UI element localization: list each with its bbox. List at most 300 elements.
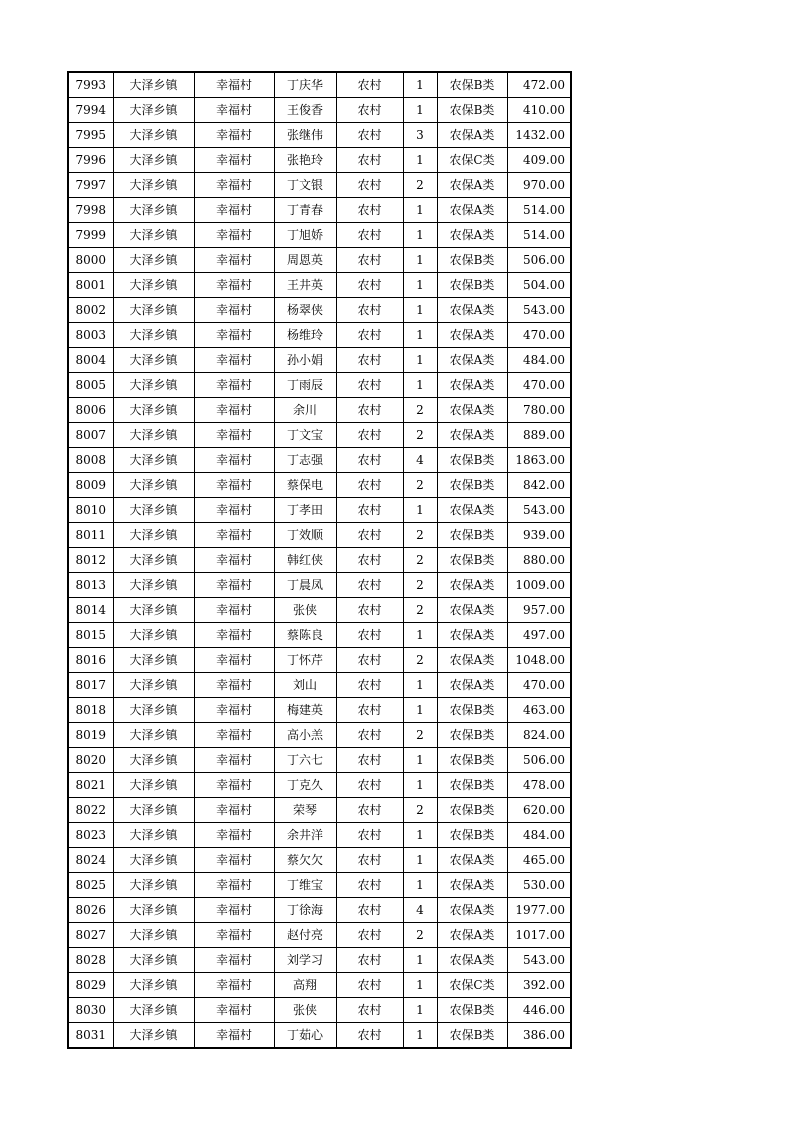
town-cell: 大泽乡镇 — [113, 773, 194, 798]
name-cell: 王俊香 — [274, 98, 336, 123]
amount-cell: 780.00 — [507, 398, 571, 423]
town-cell: 大泽乡镇 — [113, 623, 194, 648]
town-cell: 大泽乡镇 — [113, 923, 194, 948]
village-cell: 幸福村 — [194, 148, 274, 173]
household-type-cell: 农村 — [336, 798, 403, 823]
record-id-cell: 8028 — [68, 948, 113, 973]
record-id-cell: 7995 — [68, 123, 113, 148]
name-cell: 丁孝田 — [274, 498, 336, 523]
town-cell: 大泽乡镇 — [113, 823, 194, 848]
table-row — [68, 373, 571, 398]
amount-cell: 514.00 — [507, 223, 571, 248]
record-id-cell: 8026 — [68, 898, 113, 923]
category-cell: 农保A类 — [437, 323, 507, 348]
village-cell: 幸福村 — [194, 998, 274, 1023]
amount-cell: 939.00 — [507, 523, 571, 548]
record-id-cell: 8011 — [68, 523, 113, 548]
member-count-cell: 2 — [403, 173, 437, 198]
table-row — [68, 598, 571, 623]
table-row — [68, 748, 571, 773]
town-cell: 大泽乡镇 — [113, 873, 194, 898]
member-count-cell: 3 — [403, 123, 437, 148]
category-cell: 农保B类 — [437, 548, 507, 573]
category-cell: 农保A类 — [437, 198, 507, 223]
household-type-cell: 农村 — [336, 948, 403, 973]
category-cell: 农保B类 — [437, 448, 507, 473]
table-row — [68, 423, 571, 448]
category-cell: 农保A类 — [437, 173, 507, 198]
village-cell: 幸福村 — [194, 873, 274, 898]
name-cell: 丁徐海 — [274, 898, 336, 923]
record-id-cell: 7993 — [68, 72, 113, 98]
village-cell: 幸福村 — [194, 198, 274, 223]
name-cell: 丁雨辰 — [274, 373, 336, 398]
name-cell: 丁晨凤 — [274, 573, 336, 598]
name-cell: 丁庆华 — [274, 72, 336, 98]
member-count-cell: 1 — [403, 1023, 437, 1049]
name-cell: 张艳玲 — [274, 148, 336, 173]
record-id-cell: 7999 — [68, 223, 113, 248]
name-cell: 高翔 — [274, 973, 336, 998]
town-cell: 大泽乡镇 — [113, 72, 194, 98]
village-cell: 幸福村 — [194, 648, 274, 673]
category-cell: 农保A类 — [437, 398, 507, 423]
household-type-cell: 农村 — [336, 148, 403, 173]
category-cell: 农保B类 — [437, 473, 507, 498]
member-count-cell: 4 — [403, 448, 437, 473]
member-count-cell: 1 — [403, 623, 437, 648]
household-type-cell: 农村 — [336, 198, 403, 223]
amount-cell: 530.00 — [507, 873, 571, 898]
table-row — [68, 648, 571, 673]
amount-cell: 824.00 — [507, 723, 571, 748]
category-cell: 农保A类 — [437, 423, 507, 448]
table-row — [68, 1023, 571, 1049]
village-cell: 幸福村 — [194, 273, 274, 298]
amount-cell: 410.00 — [507, 98, 571, 123]
member-count-cell: 2 — [403, 798, 437, 823]
household-type-cell: 农村 — [336, 873, 403, 898]
table-row — [68, 548, 571, 573]
town-cell: 大泽乡镇 — [113, 498, 194, 523]
town-cell: 大泽乡镇 — [113, 948, 194, 973]
member-count-cell: 1 — [403, 848, 437, 873]
name-cell: 丁旭娇 — [274, 223, 336, 248]
name-cell: 丁六七 — [274, 748, 336, 773]
village-cell: 幸福村 — [194, 298, 274, 323]
table-row — [68, 898, 571, 923]
record-id-cell: 8012 — [68, 548, 113, 573]
name-cell: 余川 — [274, 398, 336, 423]
record-id-cell: 7994 — [68, 98, 113, 123]
village-cell: 幸福村 — [194, 448, 274, 473]
town-cell: 大泽乡镇 — [113, 898, 194, 923]
category-cell: 农保A类 — [437, 948, 507, 973]
amount-cell: 1048.00 — [507, 648, 571, 673]
table-row — [68, 823, 571, 848]
amount-cell: 1432.00 — [507, 123, 571, 148]
table-row — [68, 698, 571, 723]
amount-cell: 1977.00 — [507, 898, 571, 923]
member-count-cell: 2 — [403, 923, 437, 948]
record-id-cell: 8000 — [68, 248, 113, 273]
amount-cell: 446.00 — [507, 998, 571, 1023]
town-cell: 大泽乡镇 — [113, 998, 194, 1023]
household-type-cell: 农村 — [336, 623, 403, 648]
household-type-cell: 农村 — [336, 223, 403, 248]
amount-cell: 470.00 — [507, 673, 571, 698]
member-count-cell: 2 — [403, 598, 437, 623]
table-row — [68, 773, 571, 798]
village-cell: 幸福村 — [194, 223, 274, 248]
name-cell: 丁青春 — [274, 198, 336, 223]
table-row — [68, 198, 571, 223]
name-cell: 杨翠侠 — [274, 298, 336, 323]
town-cell: 大泽乡镇 — [113, 173, 194, 198]
member-count-cell: 2 — [403, 398, 437, 423]
household-type-cell: 农村 — [336, 848, 403, 873]
record-id-cell: 8024 — [68, 848, 113, 873]
category-cell: 农保B类 — [437, 823, 507, 848]
category-cell: 农保B类 — [437, 98, 507, 123]
category-cell: 农保B类 — [437, 72, 507, 98]
town-cell: 大泽乡镇 — [113, 848, 194, 873]
village-cell: 幸福村 — [194, 923, 274, 948]
table-row — [68, 123, 571, 148]
category-cell: 农保A类 — [437, 123, 507, 148]
village-cell: 幸福村 — [194, 748, 274, 773]
village-cell: 幸福村 — [194, 773, 274, 798]
name-cell: 蔡欠欠 — [274, 848, 336, 873]
member-count-cell: 2 — [403, 573, 437, 598]
record-id-cell: 8020 — [68, 748, 113, 773]
village-cell: 幸福村 — [194, 72, 274, 98]
town-cell: 大泽乡镇 — [113, 398, 194, 423]
record-id-cell: 8013 — [68, 573, 113, 598]
village-cell: 幸福村 — [194, 598, 274, 623]
member-count-cell: 2 — [403, 523, 437, 548]
name-cell: 丁克久 — [274, 773, 336, 798]
household-type-cell: 农村 — [336, 523, 403, 548]
category-cell: 农保B类 — [437, 998, 507, 1023]
amount-cell: 970.00 — [507, 173, 571, 198]
amount-cell: 409.00 — [507, 148, 571, 173]
table-row — [68, 473, 571, 498]
village-cell: 幸福村 — [194, 723, 274, 748]
village-cell: 幸福村 — [194, 548, 274, 573]
amount-cell: 484.00 — [507, 823, 571, 848]
household-type-cell: 农村 — [336, 823, 403, 848]
category-cell: 农保A类 — [437, 623, 507, 648]
member-count-cell: 1 — [403, 72, 437, 98]
record-id-cell: 8031 — [68, 1023, 113, 1049]
name-cell: 余井洋 — [274, 823, 336, 848]
record-id-cell: 8001 — [68, 273, 113, 298]
category-cell: 农保A类 — [437, 298, 507, 323]
member-count-cell: 2 — [403, 648, 437, 673]
amount-cell: 504.00 — [507, 273, 571, 298]
table-row — [68, 398, 571, 423]
town-cell: 大泽乡镇 — [113, 248, 194, 273]
amount-cell: 484.00 — [507, 348, 571, 373]
member-count-cell: 1 — [403, 323, 437, 348]
record-id-cell: 8021 — [68, 773, 113, 798]
category-cell: 农保A类 — [437, 648, 507, 673]
village-cell: 幸福村 — [194, 673, 274, 698]
record-id-cell: 7996 — [68, 148, 113, 173]
category-cell: 农保B类 — [437, 798, 507, 823]
table-row — [68, 623, 571, 648]
category-cell: 农保A类 — [437, 223, 507, 248]
member-count-cell: 1 — [403, 198, 437, 223]
town-cell: 大泽乡镇 — [113, 748, 194, 773]
town-cell: 大泽乡镇 — [113, 973, 194, 998]
name-cell: 张侠 — [274, 998, 336, 1023]
village-cell: 幸福村 — [194, 523, 274, 548]
household-type-cell: 农村 — [336, 423, 403, 448]
category-cell: 农保A类 — [437, 573, 507, 598]
household-type-cell: 农村 — [336, 373, 403, 398]
town-cell: 大泽乡镇 — [113, 473, 194, 498]
amount-cell: 514.00 — [507, 198, 571, 223]
member-count-cell: 1 — [403, 698, 437, 723]
record-id-cell: 8006 — [68, 398, 113, 423]
member-count-cell: 1 — [403, 748, 437, 773]
table-body — [68, 72, 571, 1048]
member-count-cell: 1 — [403, 873, 437, 898]
household-type-cell: 农村 — [336, 598, 403, 623]
table-row — [68, 298, 571, 323]
table-row — [68, 248, 571, 273]
table-row — [68, 873, 571, 898]
table-row — [68, 573, 571, 598]
table-row — [68, 98, 571, 123]
amount-cell: 392.00 — [507, 973, 571, 998]
amount-cell: 497.00 — [507, 623, 571, 648]
household-type-cell: 农村 — [336, 698, 403, 723]
member-count-cell: 1 — [403, 973, 437, 998]
member-count-cell: 2 — [403, 473, 437, 498]
name-cell: 丁文宝 — [274, 423, 336, 448]
table-row — [68, 523, 571, 548]
member-count-cell: 1 — [403, 148, 437, 173]
village-cell: 幸福村 — [194, 498, 274, 523]
record-id-cell: 7998 — [68, 198, 113, 223]
member-count-cell: 2 — [403, 548, 437, 573]
name-cell: 孙小娟 — [274, 348, 336, 373]
member-count-cell: 2 — [403, 423, 437, 448]
table-row — [68, 848, 571, 873]
town-cell: 大泽乡镇 — [113, 423, 194, 448]
record-id-cell: 8008 — [68, 448, 113, 473]
amount-cell: 506.00 — [507, 248, 571, 273]
name-cell: 刘山 — [274, 673, 336, 698]
town-cell: 大泽乡镇 — [113, 523, 194, 548]
table-row — [68, 723, 571, 748]
household-type-cell: 农村 — [336, 273, 403, 298]
category-cell: 农保B类 — [437, 748, 507, 773]
category-cell: 农保C类 — [437, 148, 507, 173]
table-row — [68, 223, 571, 248]
village-cell: 幸福村 — [194, 398, 274, 423]
village-cell: 幸福村 — [194, 173, 274, 198]
category-cell: 农保B类 — [437, 773, 507, 798]
household-type-cell: 农村 — [336, 298, 403, 323]
household-type-cell: 农村 — [336, 498, 403, 523]
name-cell: 丁茹心 — [274, 1023, 336, 1049]
household-type-cell: 农村 — [336, 348, 403, 373]
member-count-cell: 1 — [403, 998, 437, 1023]
household-type-cell: 农村 — [336, 673, 403, 698]
town-cell: 大泽乡镇 — [113, 198, 194, 223]
name-cell: 韩红侠 — [274, 548, 336, 573]
amount-cell: 506.00 — [507, 748, 571, 773]
category-cell: 农保A类 — [437, 873, 507, 898]
record-id-cell: 8004 — [68, 348, 113, 373]
record-id-cell: 8014 — [68, 598, 113, 623]
member-count-cell: 1 — [403, 823, 437, 848]
village-cell: 幸福村 — [194, 423, 274, 448]
name-cell: 蔡陈良 — [274, 623, 336, 648]
table-row — [68, 448, 571, 473]
household-type-cell: 农村 — [336, 248, 403, 273]
household-type-cell: 农村 — [336, 98, 403, 123]
member-count-cell: 1 — [403, 298, 437, 323]
household-type-cell: 农村 — [336, 448, 403, 473]
amount-cell: 889.00 — [507, 423, 571, 448]
table-row — [68, 673, 571, 698]
town-cell: 大泽乡镇 — [113, 448, 194, 473]
member-count-cell: 1 — [403, 248, 437, 273]
category-cell: 农保C类 — [437, 973, 507, 998]
amount-cell: 465.00 — [507, 848, 571, 873]
town-cell: 大泽乡镇 — [113, 673, 194, 698]
village-cell: 幸福村 — [194, 698, 274, 723]
amount-cell: 472.00 — [507, 72, 571, 98]
household-type-cell: 农村 — [336, 973, 403, 998]
town-cell: 大泽乡镇 — [113, 373, 194, 398]
village-cell: 幸福村 — [194, 948, 274, 973]
household-type-cell: 农村 — [336, 923, 403, 948]
record-id-cell: 8007 — [68, 423, 113, 448]
table-row — [68, 72, 571, 98]
record-id-cell: 8009 — [68, 473, 113, 498]
household-type-cell: 农村 — [336, 398, 403, 423]
amount-cell: 957.00 — [507, 598, 571, 623]
household-type-cell: 农村 — [336, 72, 403, 98]
amount-cell: 1009.00 — [507, 573, 571, 598]
record-id-cell: 8019 — [68, 723, 113, 748]
village-cell: 幸福村 — [194, 898, 274, 923]
village-cell: 幸福村 — [194, 123, 274, 148]
category-cell: 农保A类 — [437, 498, 507, 523]
record-id-cell: 8027 — [68, 923, 113, 948]
member-count-cell: 1 — [403, 223, 437, 248]
town-cell: 大泽乡镇 — [113, 723, 194, 748]
town-cell: 大泽乡镇 — [113, 573, 194, 598]
name-cell: 梅建英 — [274, 698, 336, 723]
category-cell: 农保B类 — [437, 523, 507, 548]
town-cell: 大泽乡镇 — [113, 348, 194, 373]
record-id-cell: 8003 — [68, 323, 113, 348]
household-type-cell: 农村 — [336, 1023, 403, 1049]
amount-cell: 470.00 — [507, 373, 571, 398]
category-cell: 农保B类 — [437, 723, 507, 748]
record-id-cell: 7997 — [68, 173, 113, 198]
household-type-cell: 农村 — [336, 473, 403, 498]
town-cell: 大泽乡镇 — [113, 798, 194, 823]
record-id-cell: 8018 — [68, 698, 113, 723]
household-type-cell: 农村 — [336, 123, 403, 148]
household-type-cell: 农村 — [336, 748, 403, 773]
category-cell: 农保B类 — [437, 1023, 507, 1049]
amount-cell: 543.00 — [507, 298, 571, 323]
amount-cell: 1863.00 — [507, 448, 571, 473]
category-cell: 农保B类 — [437, 273, 507, 298]
household-type-cell: 农村 — [336, 898, 403, 923]
town-cell: 大泽乡镇 — [113, 148, 194, 173]
category-cell: 农保A类 — [437, 898, 507, 923]
town-cell: 大泽乡镇 — [113, 698, 194, 723]
record-id-cell: 8022 — [68, 798, 113, 823]
village-cell: 幸福村 — [194, 798, 274, 823]
name-cell: 张继伟 — [274, 123, 336, 148]
town-cell: 大泽乡镇 — [113, 648, 194, 673]
table-row — [68, 798, 571, 823]
name-cell: 蔡保电 — [274, 473, 336, 498]
table-row — [68, 948, 571, 973]
town-cell: 大泽乡镇 — [113, 548, 194, 573]
member-count-cell: 4 — [403, 898, 437, 923]
village-cell: 幸福村 — [194, 1023, 274, 1049]
record-id-cell: 8010 — [68, 498, 113, 523]
record-id-cell: 8005 — [68, 373, 113, 398]
village-cell: 幸福村 — [194, 98, 274, 123]
town-cell: 大泽乡镇 — [113, 298, 194, 323]
member-count-cell: 1 — [403, 773, 437, 798]
household-type-cell: 农村 — [336, 573, 403, 598]
category-cell: 农保A类 — [437, 598, 507, 623]
village-cell: 幸福村 — [194, 623, 274, 648]
name-cell: 刘学习 — [274, 948, 336, 973]
household-type-cell: 农村 — [336, 648, 403, 673]
table-row — [68, 148, 571, 173]
table-row — [68, 273, 571, 298]
town-cell: 大泽乡镇 — [113, 273, 194, 298]
name-cell: 丁怀芹 — [274, 648, 336, 673]
category-cell: 农保B类 — [437, 698, 507, 723]
amount-cell: 1017.00 — [507, 923, 571, 948]
name-cell: 周恩英 — [274, 248, 336, 273]
household-type-cell: 农村 — [336, 998, 403, 1023]
name-cell: 荣琴 — [274, 798, 336, 823]
record-id-cell: 8015 — [68, 623, 113, 648]
household-type-cell: 农村 — [336, 173, 403, 198]
table-row — [68, 998, 571, 1023]
town-cell: 大泽乡镇 — [113, 323, 194, 348]
table-row — [68, 348, 571, 373]
amount-cell: 880.00 — [507, 548, 571, 573]
record-id-cell: 8002 — [68, 298, 113, 323]
amount-cell: 620.00 — [507, 798, 571, 823]
category-cell: 农保A类 — [437, 848, 507, 873]
name-cell: 丁文银 — [274, 173, 336, 198]
record-id-cell: 8025 — [68, 873, 113, 898]
name-cell: 高小羔 — [274, 723, 336, 748]
record-id-cell: 8030 — [68, 998, 113, 1023]
amount-cell: 386.00 — [507, 1023, 571, 1049]
member-count-cell: 1 — [403, 498, 437, 523]
